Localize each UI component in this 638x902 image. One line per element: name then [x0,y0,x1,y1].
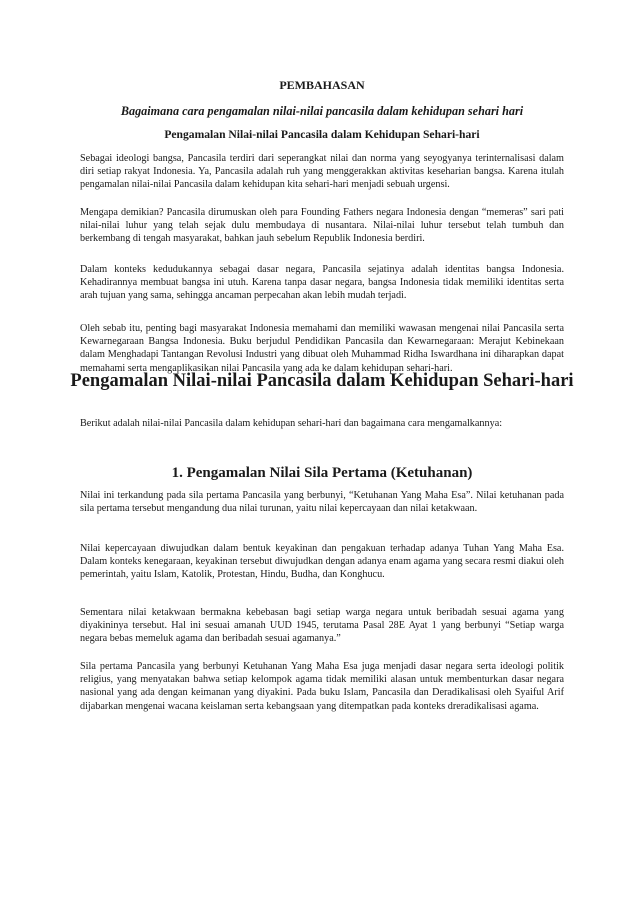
intro-paragraph: Oleh sebab itu, penting bagi masyarakat Indonesia memahami dan memiliki wawasan mengenai nilai Pancasila serta Kewarnegaraan Bangsa Indonesia. Buku berjudul Pendidikan Pancasila dan Kewarnegaraan: Merajut Kebinekaan dalam Menghadapi Tantangan Revolusi Industri yang dibuat oleh Muhammad Ridha Iswardhana ini diharapkan dapat memahami serta mengaplikasikan nilai Pancasila yang ada ke dalam kehidupan sehari-hari. [80,323,564,374]
main-intro-paragraph: Berikut adalah nilai-nilai Pancasila dalam kehidupan sehari-hari dan bagaimana cara mengamalkannya: [80,418,503,429]
sila1-paragraph: Nilai kepercayaan diwujudkan dalam bentuk keyakinan dan pengakuan terhadap adanya Tuhan Yang Maha Esa. Dalam konteks kenegaraan, keyakinan tersebut diwujudkan dengan adanya enam agama yang secara resmi diakui oleh pemerintah, yaitu Islam, Katolik, Protestan, Hindu, Budha, dan Konghucu. [80,543,564,581]
intro-paragraph: Sebagai ideologi bangsa, Pancasila terdiri dari seperangkat nilai dan norma yang seyogyanya terinternalisasi dalam diri setiap rakyat Indonesia. Ya, Pancasila adalah ruh yang menggerakkan aktivitas keseharian bangsa. Karena itulah pengamalan nilai-nilai Pancasila dalam kehidupan kita sehari-hari menjadi sebuah urgensi. [80,153,564,191]
main-heading: Pengamalan Nilai-nilai Pancasila dalam Kehidupan Sehari-hari [70,371,574,391]
sila1-paragraph: Sementara nilai ketakwaan bermakna kebebasan bagi setiap warga negara untuk beribadah sesuai agama yang diyakininya tersebut. Hal ini sesuai amanah UUD 1945, terutama Pasal 28E Ayat 1 yang berbunyi “Setiap warga negara bebas memeluk agama dan beribadah sesuai agamanya.” [80,607,564,645]
section-heading: Pengamalan Nilai-nilai Pancasila dalam Kehidupan Sehari-hari [164,128,480,141]
page-title: PEMBAHASAN [279,78,365,92]
sila1-heading: 1. Pengamalan Nilai Sila Pertama (Ketuhanan) [171,465,473,481]
page-subtitle: Bagaimana cara pengamalan nilai-nilai pancasila dalam kehidupan sehari hari [120,104,524,118]
sila1-paragraph: Nilai ini terkandung pada sila pertama Pancasila yang berbunyi, “Ketuhanan Yang Maha Esa”. Nilai ketuhanan pada sila pertama tersebut mengandung dua nilai turunan, yaitu nilai kepercayaan dan nilai ketakwaan. [80,490,564,515]
intro-paragraph: Dalam konteks kedudukannya sebagai dasar negara, Pancasila sejatinya adalah identitas bangsa Indonesia. Kehadirannya membuat bangsa ini utuh. Karena tanpa dasar negara, bangsa Indonesia tidak memiliki identitas serta arah tujuan yang sama, sehingga ancaman perpecahan akan lebih mudah terjadi. [80,264,564,302]
intro-paragraph: Mengapa demikian? Pancasila dirumuskan oleh para Founding Fathers negara Indonesia dengan “memeras” sari pati nilai-nilai luhur yang telah sejak dulu membudaya di nusantara. Nilai-nilai luhur tersebut telah tumbuh dan berkembang di tengah masyarakat, bahkan jauh sebelum Republik Indonesia berdiri. [80,207,564,245]
sila1-paragraph: Sila pertama Pancasila yang berbunyi Ketuhanan Yang Maha Esa juga menjadi dasar negara serta ideologi politik religius, yang menyatakan bahwa setiap kelompok agama tidak memiliki alasan untuk membenturkan dasar negara nasional yang ada dengan keimanan yang diyakini. Pada buku Islam, Pancasila dan Deradikalisasi oleh Syaiful Arif dijabarkan mengenai wacana keislaman serta kebangsaan yang ditempatkan pada konteks dreradikalisasi agama. [80,661,564,712]
